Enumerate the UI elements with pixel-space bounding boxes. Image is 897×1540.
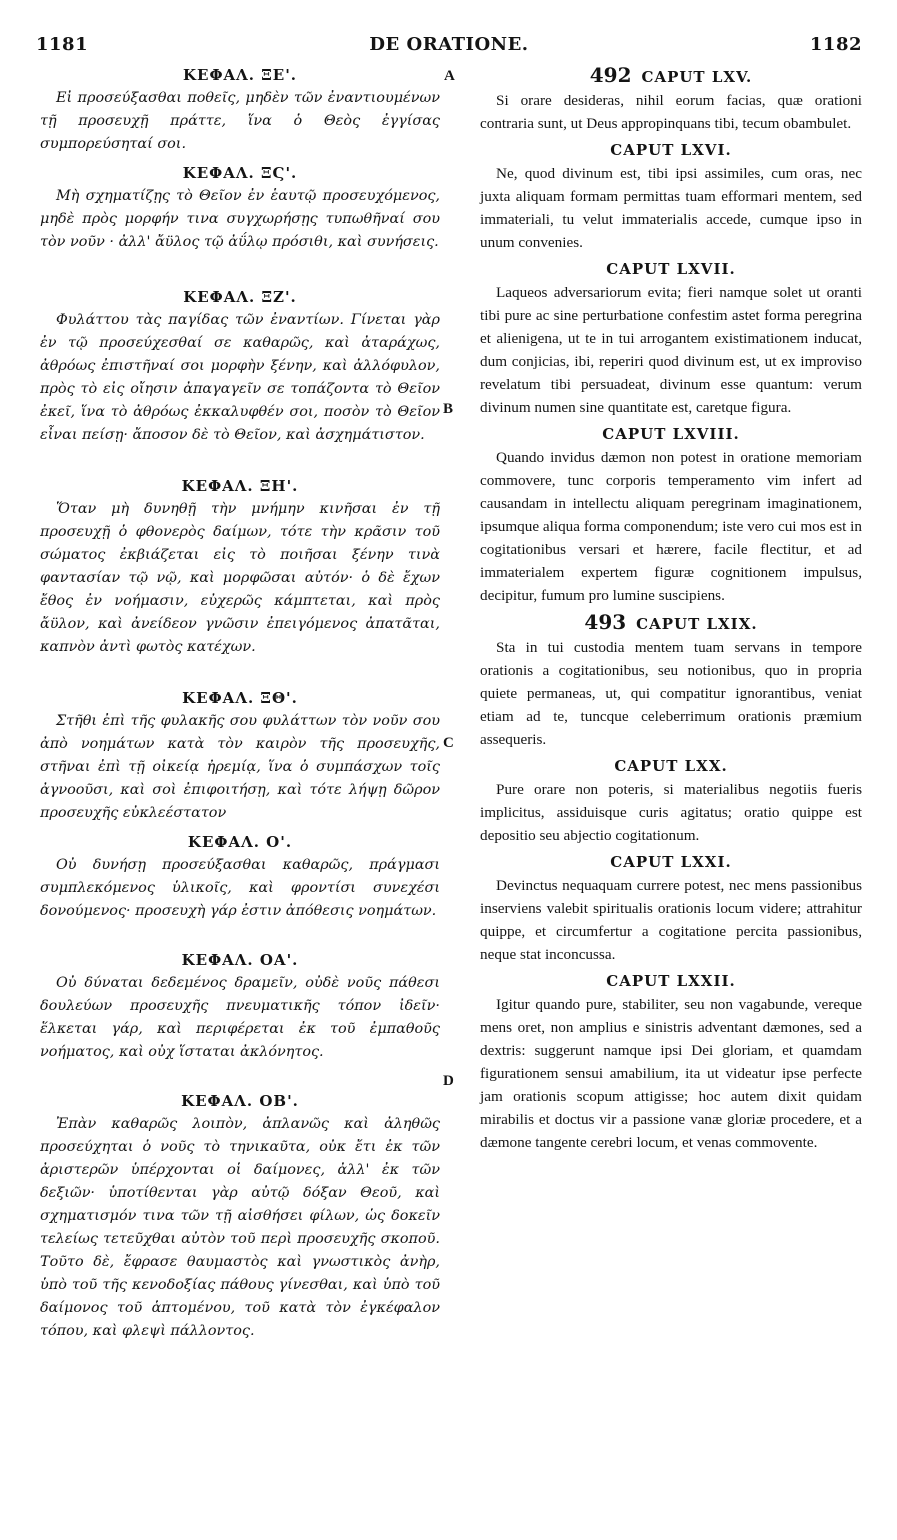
column-number: 492 <box>589 63 632 87</box>
greek-chapter-69 <box>40 687 440 825</box>
greek-chapter-70 <box>40 831 440 923</box>
chapter-title: CAPUT LXVI. <box>610 141 732 159</box>
chapter-text: Φυλάττου τὰς παγίδας τῶν ἐναντίων. Γίνεται γὰρ ἐν τῷ προσεύχεσθαί σε καθαρῶς, καὶ ἀταράχως, ἀθρόως ἐπιστῆναί σοι μορφὴν ξένην, καὶ ἀλλόφυλον, πρὸς τὸ εἰς οἴησιν ἀπαγαγεῖν σε τοπάζοντα τὸ Θεῖον ἐκεῖ, ἵνα τὸ ἀθρόως ἐκκαλυφθέν σοι, ποσὸν τὸ Θεῖον εἶναι πείσῃ· ἄποσον δὲ τὸ Θεῖον, καὶ ἀσχημάτιστον. <box>40 312 440 443</box>
greek-chapter-72 <box>40 1090 440 1343</box>
latin-column <box>480 64 862 1154</box>
chapter-text: Quando invidus dæmon non potest in oratione memoriam commovere, tunc corporis temperamento vim infert ad causandam in intellectu aliquam peregrinam imaginationem, ipsumque aliqua forma componendum; iste vero cui mos est in cogitationibus versari et hærere, facile flectitur, et ad immaterialem expertem figuræ cognitionem impulsus, decipitur, fumum pro lumine suscipiens. <box>480 449 862 604</box>
chapter-text: Igitur quando pure, stabiliter, seu non vagabunde, vereque mens oret, non amplius e sinistris adventant dæmones, sed a dextris: suggerunt namque ipsi Dei gloriam, et quamdam figurationem sensui amabilium, ita ut videatur ipse perfecte jam orationis scopum attigisse; hoc autem dixit quidam mirabilis et doctus vir a passione vanæ gloriæ procedere, et a dæmone tangente cerebri locum, et venas commovente. <box>480 996 862 1151</box>
greek-chapter-71 <box>40 949 440 1064</box>
latin-chapter-67 <box>480 258 862 419</box>
left-page-number: 1181 <box>36 34 89 55</box>
chapter-heading: CAPUT LXV. <box>641 68 753 86</box>
latin-chapter-66 <box>480 139 862 254</box>
chapter-title: CAPUT LXX. <box>614 757 728 775</box>
greek-chapter-66 <box>40 162 440 254</box>
chapter-text: Στῆθι ἐπὶ τῆς φυλακῆς σου φυλάττων τὸν νοῦν σου ἀπὸ νοημάτων κατὰ τὸν καιρὸν τῆς προσευχῆς, στῆναι ἐπὶ τῇ οἰκείᾳ ἠρεμίᾳ, ἵνα ὁ συμπάσχων τοῖς ἀγνοοῦσι, καὶ σοὶ ἐπιφοιτήσῃ, καὶ τότε λήψῃ δῶρον προσευχῆς εὐκλεέστατον <box>40 713 440 821</box>
chapter-title <box>480 64 862 89</box>
latin-chapter-71 <box>480 851 862 966</box>
latin-chapter-72 <box>480 970 862 1154</box>
greek-chapter-68 <box>40 475 440 659</box>
chapter-text: Laqueos adversariorum evita; fieri namque solet ut oranti tibi pure ac sine perturbatione confestim astet forma peregrina et alienigena, ut te in tui arrogantem existimationem inducat, dum conjicias, ibi, reperiri quod divinum est, ut ex improviso revelatum tibi persuadeat, divinum esse quantum: verum divinum numen sine quantitate est, caretque figura. <box>480 284 862 416</box>
latin-chapter-70 <box>480 755 862 847</box>
chapter-text: Οὐ δύναται δεδεμένος δραμεῖν, οὐδὲ νοῦς πάθεσι δουλεύων προσευχῆς πνευματικῆς τόπον ἰδεῖν· ἕλκεται γάρ, καὶ περιφέρεται ἐκ τοῦ ἐμπαθοῦς νοήματος, καὶ οὐχ ἵσταται ἀκλόνητος. <box>40 975 440 1060</box>
chapter-text: Sta in tui custodia mentem tuam servans in tempore orationis a cogitationibus, seu notionibus, quo in propria quiete permaneas, ut, qui compatitur ignorantibus, veniat etiam ad te, tuncque celeberrimum orationis præmium assequeris. <box>480 639 862 748</box>
margin-letter-a: A <box>444 68 455 84</box>
chapter-title: ΚΕΦΑΛ. ΞϚ'. <box>182 164 298 182</box>
chapter-title <box>480 611 862 636</box>
chapter-text: Devinctus nequaquam currere potest, nec mens passionibus inserviens valebit spiritualis orationis locum videre; attrahitur quippe, et circumfertur a cogitatione percita passionibus, neque stat inconcussa. <box>480 877 862 963</box>
chapter-title: CAPUT LXXI. <box>610 853 732 871</box>
right-page-number: 1182 <box>809 34 862 55</box>
chapter-title: CAPUT LXVII. <box>606 260 736 278</box>
greek-chapter-67 <box>40 286 440 447</box>
margin-letter-d: D <box>443 1073 454 1089</box>
chapter-text: Si orare desideras, nihil eorum facias, quæ orationi contraria sunt, ut Deus appropinquans tibi, tecum obambulet. <box>480 92 862 132</box>
column-number: 493 <box>584 610 627 634</box>
chapter-title: ΚΕΦΑΛ. Ο'. <box>187 833 293 851</box>
chapter-text: Pure orare non poteris, si materialibus negotiis fueris implicitus, assiduisque curis agitatus; oratio quippe est depositio seu abjectio cogitationum. <box>480 781 862 844</box>
chapter-title: CAPUT LXVIII. <box>602 425 740 443</box>
page-header <box>36 34 862 60</box>
running-title: DE ORATIONE. <box>369 34 529 55</box>
chapter-title: ΚΕΦΑΛ. ΞΕ'. <box>182 66 298 84</box>
chapter-text: Ἐπὰν καθαρῶς λοιπὸν, ἀπλανῶς καὶ ἀληθῶς προσεύχηται ὁ νοῦς τὸ τηνικαῦτα, οὐκ ἔτι ἐκ τῶν ἀριστερῶν ὑπέρχονται οἱ δαίμονες, ἀλλ' ἐκ τῶν δεξιῶν· ὑποτίθενται γὰρ αὐτῷ δόξαν Θεοῦ, καὶ σχηματισμόν τινα τῶν τῇ αἰσθήσει φίλων, ὡς δοκεῖν τελείως τετεῦχθαι αὐτὸν τοῦ περὶ προσευχῆς σκοποῦ. Τοῦτο δὲ, ἔφρασε θαυμαστὸς καὶ γνωστικὸς ἀνὴρ, ὑπὸ τοῦ τῆς κενοδοξίας πάθους γίνεσθαι, καὶ ὑπὸ τοῦ δαίμονος τοῦ ἁπτομένου, τοῦ κατὰ τὸν ἐγκέφαλον τόπου, καὶ φλεψὶ πάλλοντος. <box>40 1116 440 1339</box>
chapter-text: Οὐ δυνήσῃ προσεύξασθαι καθαρῶς, πράγμασι συμπλεκόμενος ὑλικοῖς, καὶ φροντίσι συνεχέσι δονούμενος· προσευχὴ γάρ ἐστιν ἀπόθεσις νοημάτων. <box>40 857 440 919</box>
margin-letter-b: B <box>443 401 454 417</box>
greek-column <box>40 64 440 1343</box>
chapter-title: CAPUT LXXII. <box>606 972 736 990</box>
latin-chapter-65 <box>480 64 862 135</box>
chapter-text: Ὅταν μὴ δυνηθῇ τὴν μνήμην κινῆσαι ἐν τῇ προσευχῇ ὁ φθονερὸς δαίμων, τότε τὴν κρᾶσιν τοῦ σώματος ἐκβιάζεται εἰς τὸ ποιῆσαι ξένην τινὰ φαντασίαν τῷ νῷ, καὶ μορφῶσαι αὐτόν· ὁ δὲ ἔχων ἔθος ἐν νοήμασιν, εὐχερῶς κάμπτεται, καὶ πρὸς ἄϋλον, καὶ ἀνείδεον γνῶσιν ἐπειγόμενος ἀπατᾶται, καπνὸν ἀντὶ φωτὸς κατέχων. <box>40 501 440 655</box>
chapter-title: ΚΕΦΑΛ. ΟΒ'. <box>181 1092 299 1110</box>
chapter-title: ΚΕΦΑΛ. ΞΘ'. <box>182 689 298 707</box>
greek-chapter-65 <box>40 64 440 156</box>
chapter-title: ΚΕΦΑΛ. ΞΗ'. <box>181 477 299 495</box>
latin-chapter-68 <box>480 423 862 607</box>
chapter-text: Εἰ προσεύξασθαι ποθεῖς, μηδὲν τῶν ἐναντιουμένων τῇ προσευχῇ πράττε, ἵνα ὁ Θεὸς ἐγγίσας συμπορεύσηταί σοι. <box>40 90 440 152</box>
latin-chapter-69 <box>480 611 862 751</box>
chapter-text: Μὴ σχηματίζῃς τὸ Θεῖον ἐν ἑαυτῷ προσευχόμενος, μηδὲ πρὸς μορφήν τινα συγχωρήσῃς τυπωθῆναί σου τὸν νοῦν · ἀλλ' ἄϋλος τῷ ἀΰλῳ πρόσιθι, καὶ συνήσεις. <box>40 188 440 250</box>
chapter-title: ΚΕΦΑΛ. ΟΑ'. <box>181 951 299 969</box>
margin-letter-c: C <box>443 735 454 751</box>
chapter-title: ΚΕΦΑΛ. ΞΖ'. <box>183 288 297 306</box>
chapter-text: Ne, quod divinum est, tibi ipsi assimiles, cum oras, nec juxta aliquam formam permittas tuam efformari mentem, sed immateriali, tu velut immaterialis accede, cumque ipso in unum convenies. <box>480 165 862 251</box>
chapter-heading: CAPUT LXIX. <box>636 615 758 633</box>
